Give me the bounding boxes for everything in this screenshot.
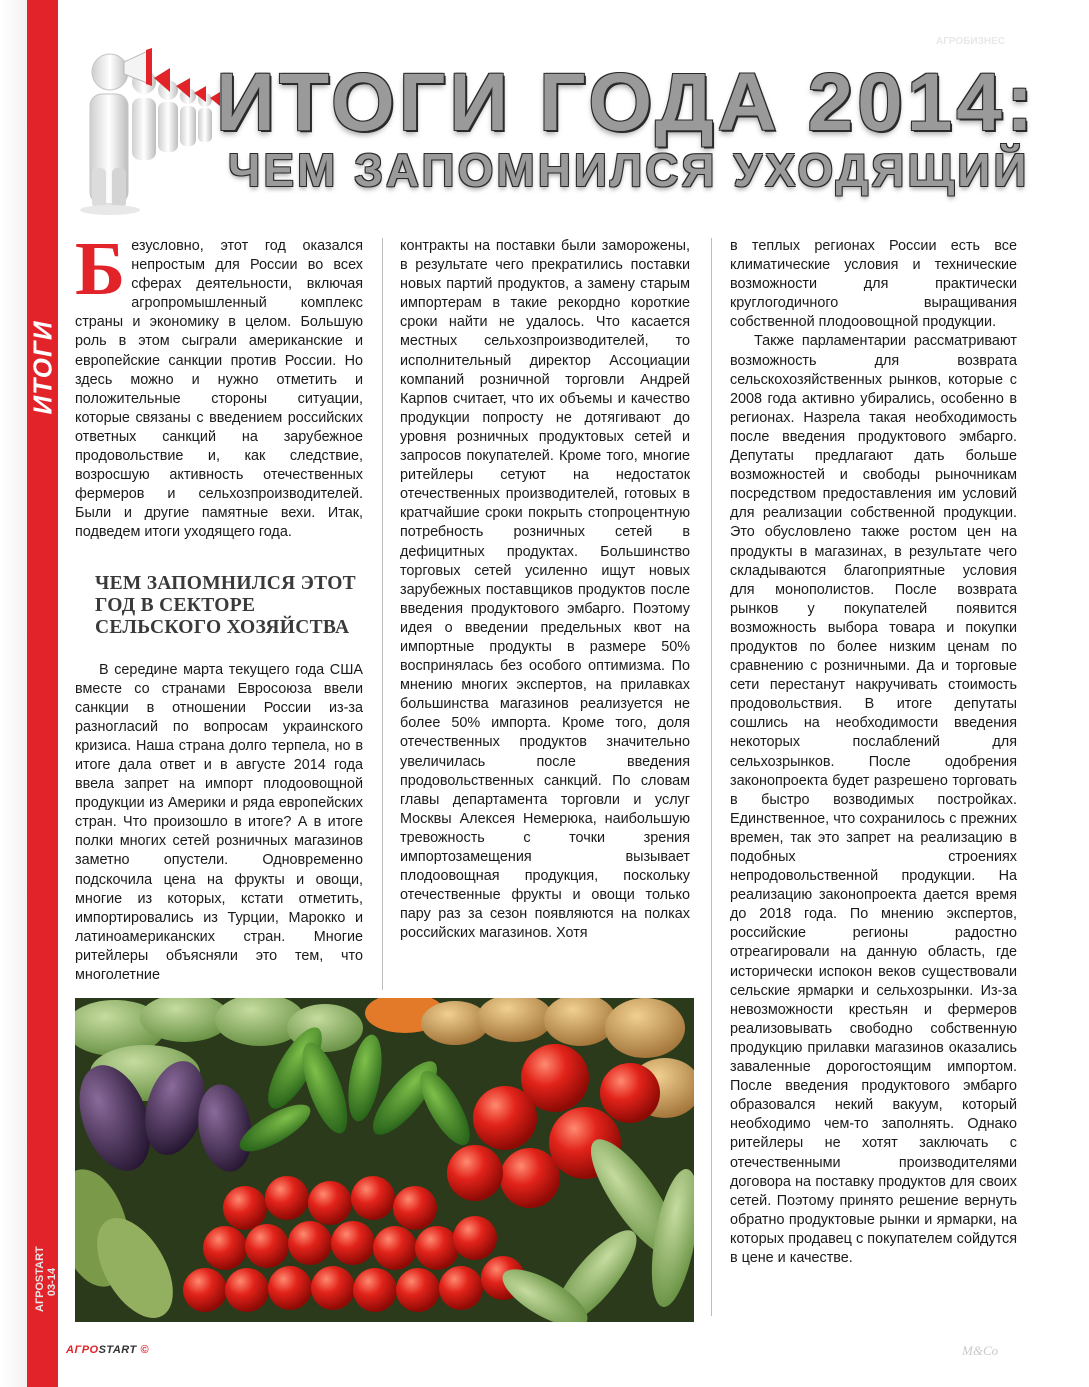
page-margin	[0, 0, 27, 1387]
article-column-3	[730, 237, 1017, 1268]
publisher-mark: M&Co	[962, 1343, 999, 1358]
vegetables-photo	[75, 998, 694, 1322]
article-column-1	[75, 227, 363, 985]
side-watermark: АГРОSTART 03-14	[34, 1246, 58, 1312]
column-divider	[382, 238, 383, 990]
intro-paragraph	[75, 227, 363, 543]
top-watermark: АГРОБИЗНЕС	[936, 36, 1005, 47]
article-column-2	[400, 237, 690, 943]
section-heading: ЧЕМ ЗАПОМНИЛСЯ ЭТОТ ГОД В СЕКТОРЕ СЕЛЬСКОГО ХОЗЯЙСТВА	[95, 572, 356, 638]
column-divider	[711, 238, 712, 1316]
headline: ИТОГИ ГОДА 2014:	[216, 57, 1038, 148]
body-paragraph: В середине марта текущего года США вместе со странами Евросоюза ввели санкции в отношении России из-за разногласий по вопросам украинского кризиса. Наша страна долго терпела, но в итоге дала ответ и в августе 2014 года ввела запрет на импорт плодоовощной продукции из Америки и ряда европейских стран. Что произошло в итоге? А в итоге полки многих сетей розничных магазинов заметно опустели. Одновременно подскочила цена на фрукты и овощи, многие из которых, кстати отметить, импортировались из Турции, Марокко и латиноамериканских стран. Многие ритейлеры объясняли это тем, что многолетние	[75, 661, 363, 983]
logo-part-agro: АГРО	[66, 1344, 99, 1356]
drop-cap: Б	[75, 227, 126, 311]
intro-text: езусловно, этот год оказался непростым для России во всех сферах деятельности, включая агропромышленный комплекс страны и экономику в целом. Большую роль в этом сыграли американские и европейские санкции против России. Но здесь можно и нужно отметить и положительные стороны ситуации, которые связаны с введением российских ответных санкций на зарубежное продовольствие и, как следствие, возросшую активность отечественных фермеров и сельхозпроизводителей. Были и другие памятные вехи. Итак, подведем итоги уходящего года.	[75, 238, 363, 541]
magazine-logo	[66, 1344, 149, 1356]
body-paragraph: Также парламентарии рассматривают возможность для возврата сельскохозяйственных рынков, которые с 2008 года активно убирались, особенно в регионах. Назрела такая необходимость после введения продуктового эмбарго. Депутаты предлагают дать больше возможностей и свободы рыночникам посредством предоставления им условий для реализации собственной продукции. Это обусловлено также ростом цен на продукты в магазинах, в результате чего складываются благоприятные условия для монополистов. После возврата рынков у покупателей появится возможность выбора товара и покупки продуктов по более низким ценам по сравнению с розничными. Да и торговые сети перестанут накручивать стоимость продовольствия. В итоге депутаты сошлись на необходимости введения некоторых послаблений для сельхозрынков. После одобрения законопроекта будет разрешено торговать в быстро возводимых постройках. Единственное, что сохранилось с прежних времен, так это запрет на реализацию в подобных строениях непродовольственной продукции. На реализацию законопроекта дается время до 2018 года. По мнению экспертов, российские регионы радостно отреагировали на данную область, где исторически испокон веков существовали сельские ярмарки и сельхозрынки. Из-за невозможности крестьян и фермеров реализовывать свободно собственную продукцию прилавки магазинов оказались заваленные дорогостоящим импортом. После введения продуктового эмбарго образовался некий вакуум, который необходимо чем-то заполнять. Однако ритейлеры не хотят заключать с отечественными производителями договора на поставку продуктов для своих сетей. Поэтому принято решение вернуть обратно продуктовые рынки и ярмарки, на которых продавец с покупателем сойдутся в цене и качестве.	[730, 333, 1017, 1266]
section-bar	[27, 0, 58, 1387]
body-paragraph-continued: контракты на поставки были заморожены, в результате чего прекратились поставки новых партий продуктов, а замену старым импортерам в такие рекордно короткие сроки найти не удалось. Что касается местных сельхозпроизводителей, то исполнительный директор Ассоциации компаний розничной торговли Андрей Карпов считает, что их объемы и качество продукции попросту не дотягивают до уровня розничных продуктовых сетей и запросов покупателей. Кроме того, многие ритейлеры сетуют на недостаток отечественных производителей, готовых в кратчайшие сроки покрыть стопроцентную потребность розничных сетей в дефицитных продуктах. Большинство торговых сетей усиленно ищут новых зарубежных поставщиков продуктов после введения продуктового эмбарго. Поэтому идея о введении предельных квот на импортные продукты в размере 50% воспринялась без особого оптимизма. По мнению многих экспертов, на прилавках большинства магазинов реализуется не более 50% импорта. Кроме того, доля отечественных продуктов значительно увеличилась после введения продовольственных санкций. По словам главы департамента торговли и услуг Москвы Алексея Немерюка, наибольшую тревожность с точки зрения импортозамещения вызывает плодоовощная продукция, поскольку отечественные фрукты и овощи только пару раз за сезон появляются на полках российских магазинов. Хотя	[400, 238, 690, 942]
body-paragraph-continued: в теплых регионах России есть все климатические условия и технические возможности для практически круглогодичного выращивания собственной плодоовощной продукции.	[730, 238, 1017, 331]
subheadline: ЧЕМ ЗАПОМНИЛСЯ УХОДЯЩИЙ	[228, 144, 1030, 196]
section-label: ИТОГИ	[27, 320, 58, 415]
logo-part-start: START	[98, 1344, 137, 1356]
logo-part-copyright: ©	[140, 1344, 149, 1356]
megaphone-figures-illustration	[70, 48, 240, 218]
